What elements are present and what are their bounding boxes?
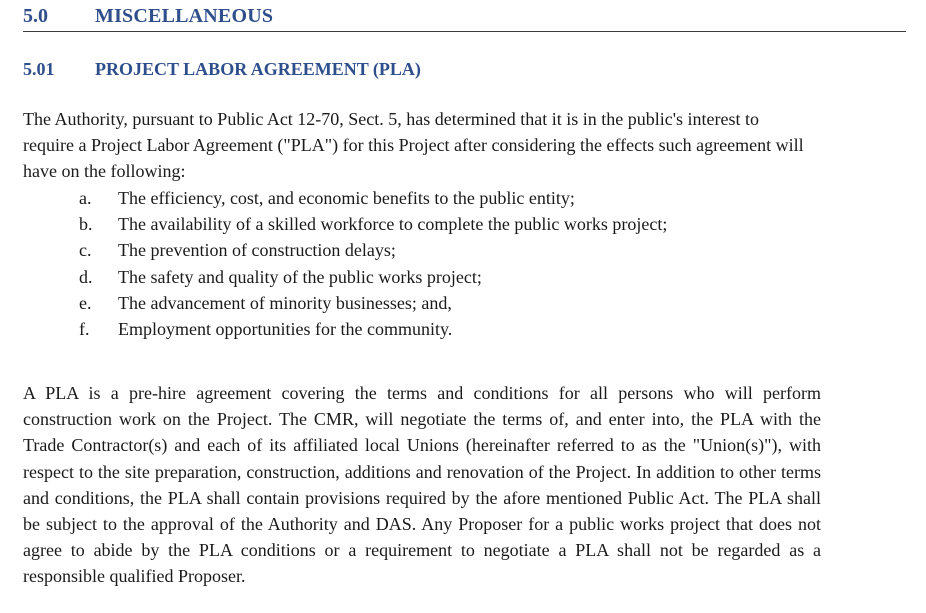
list-marker: d. [79, 266, 93, 287]
list-item [23, 290, 823, 316]
list-item-text: The availability of a skilled workforce to complete the public works project; [118, 214, 668, 235]
subsection-number: 5.01 [23, 59, 55, 79]
list-item-text: The prevention of construction delays; [118, 240, 396, 261]
section-header [23, 3, 906, 32]
list-marker: c. [79, 240, 92, 261]
definition-paragraph: A PLA is a pre-hire agreement covering the terms and conditions for all persons who will perform construction work on the Project. The CMR, will negotiate the terms of, and enter into, the PLA with the Trade Contractor(s) and each of its affiliated local Unions (hereinafter referred to as the "Union(s)"), with respect to the site preparation, construction, additions and renovation of the Project. In addition to other terms and conditions, the PLA shall contain provisions required by the afore mentioned Public Act. The PLA shall be subject to the approval of the Authority and DAS. Any Proposer for a public works project that does not agree to abide by the PLA conditions or a requirement to negotiate a PLA shall not be regarded as a responsible qualified Proposer. [23, 383, 821, 587]
subsection-title: PROJECT LABOR AGREEMENT (PLA) [95, 59, 421, 79]
list-item [23, 264, 823, 290]
list-item [23, 316, 823, 342]
list-item-text: The efficiency, cost, and economic benefits to the public entity; [118, 188, 575, 208]
list-item-text: Employment opportunities for the community. [118, 318, 453, 339]
list-item-text: The advancement of minority businesses; and, [118, 292, 452, 313]
list-item-text: The safety and quality of the public works project; [118, 266, 482, 287]
list-item [23, 185, 823, 211]
subsection-header [23, 59, 623, 83]
factors-list [23, 185, 823, 342]
list-item [23, 237, 823, 263]
section-number: 5.0 [23, 5, 48, 27]
list-marker: b. [79, 214, 93, 235]
list-item [23, 211, 823, 237]
list-marker: a. [79, 188, 92, 208]
list-marker: e. [79, 292, 92, 313]
list-marker: f. [79, 318, 90, 339]
section-title: MISCELLANEOUS [95, 5, 274, 27]
intro-paragraph: The Authority, pursuant to Public Act 12-70, Sect. 5, has determined that it is in the public's interest to require a Project Labor Agreement ("PLA") for this Project after considering the effects such agreement will have on the following: [23, 109, 804, 182]
